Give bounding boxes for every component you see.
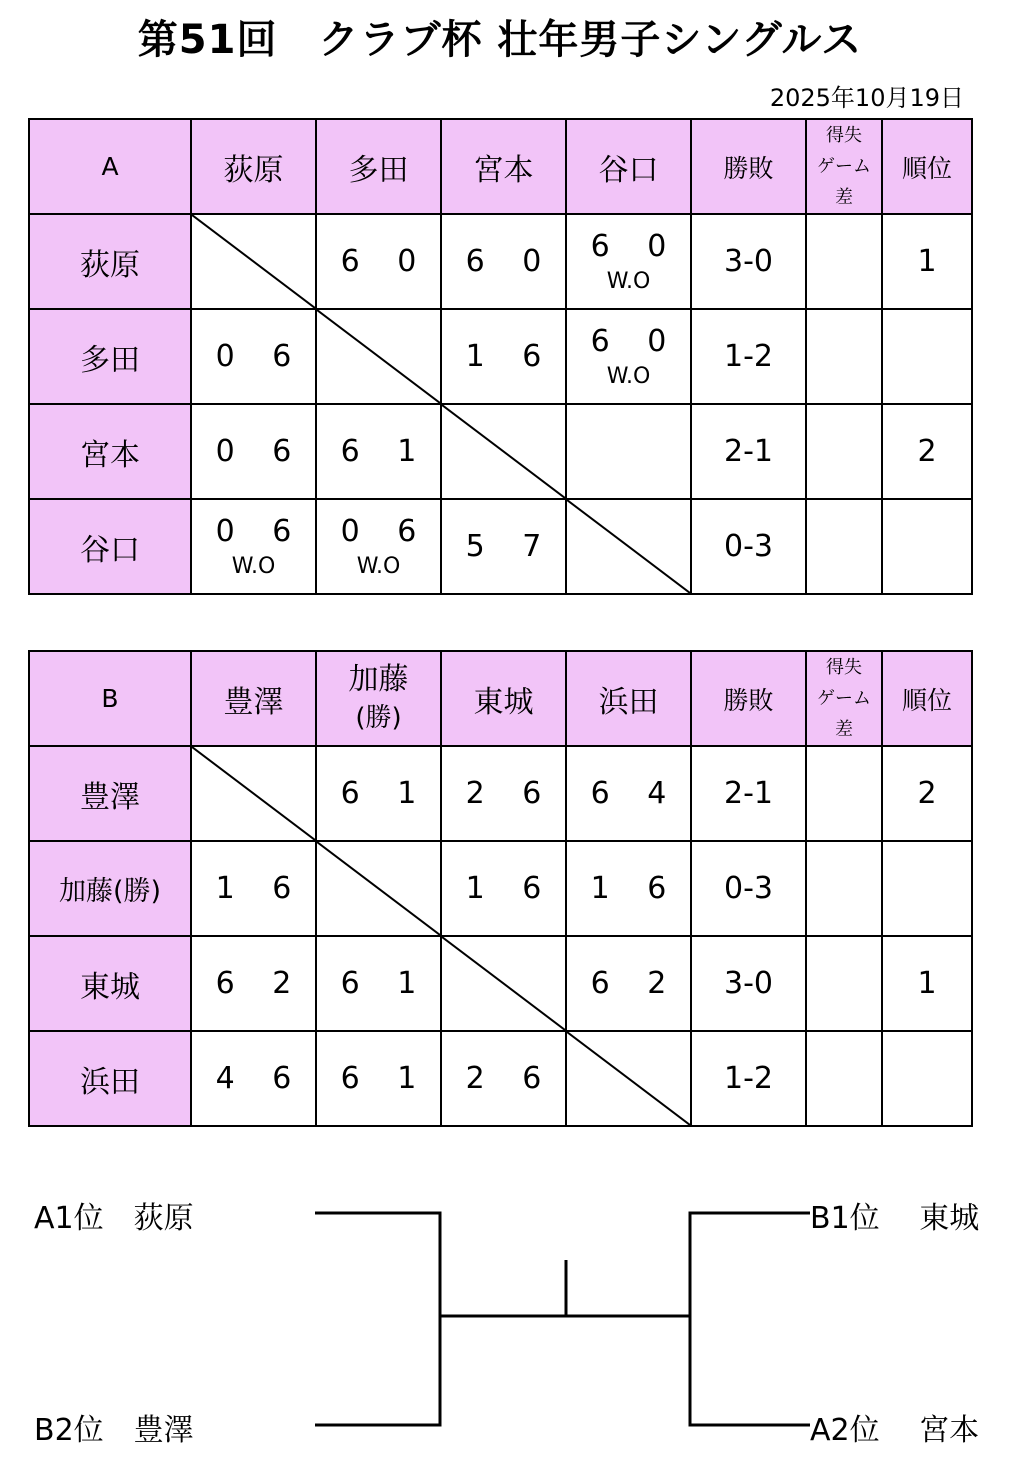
score-cell — [566, 214, 691, 309]
score-cell — [316, 214, 441, 309]
walkover-label: W.O — [231, 553, 276, 579]
score-cell — [316, 404, 441, 499]
score-value: 6 1 — [340, 965, 431, 1001]
score-cell — [191, 841, 316, 936]
self-match-cell — [566, 1031, 691, 1126]
score-cell — [316, 1031, 441, 1126]
score-value: 6 0 — [465, 243, 556, 279]
game-diff-cell — [806, 214, 882, 309]
win-loss-cell: 1-2 — [691, 309, 806, 404]
rank-cell — [882, 841, 972, 936]
walkover-label: W.O — [356, 553, 401, 579]
score-value: 1 6 — [590, 870, 681, 906]
game-diff-cell — [806, 1031, 882, 1126]
score-cell — [441, 746, 566, 841]
win-loss-header: 勝敗 — [691, 651, 806, 746]
score-value: 0 6 — [215, 433, 306, 469]
game-diff-cell — [806, 309, 882, 404]
game-diff-cell — [806, 936, 882, 1031]
column-header-player: 多田 — [316, 119, 441, 214]
diagonal-slash — [567, 1032, 690, 1125]
game-diff-cell — [806, 841, 882, 936]
win-loss-cell: 3-0 — [691, 936, 806, 1031]
score-value: 1 6 — [215, 870, 306, 906]
self-match-cell — [316, 309, 441, 404]
score-value: 2 6 — [465, 1060, 556, 1096]
game-diff-header-line: 差 — [835, 187, 853, 208]
game-diff-header — [806, 651, 882, 746]
league-table-a — [28, 118, 973, 595]
score-cell — [191, 936, 316, 1031]
score-value: 6 4 — [590, 775, 681, 811]
score-cell — [441, 1031, 566, 1126]
row-player-name: 加藤(勝) — [29, 841, 191, 936]
column-header-player: 宮本 — [441, 119, 566, 214]
rank-cell — [882, 1031, 972, 1126]
game-diff-cell — [806, 404, 882, 499]
rank-header: 順位 — [882, 119, 972, 214]
row-player-name: 多田 — [29, 309, 191, 404]
score-value: 6 0 — [340, 243, 431, 279]
score-value: 4 6 — [215, 1060, 306, 1096]
score-cell — [441, 309, 566, 404]
score-cell — [441, 499, 566, 594]
table-row — [29, 309, 972, 404]
score-value: 2 6 — [465, 775, 556, 811]
column-header-player: 東城 — [441, 651, 566, 746]
column-header-player: 荻原 — [191, 119, 316, 214]
score-cell — [566, 936, 691, 1031]
rank-cell — [882, 499, 972, 594]
game-diff-header-line: 得失 — [826, 657, 862, 678]
diagonal-slash — [567, 500, 690, 593]
score-value: 6 1 — [340, 1060, 431, 1096]
score-cell — [566, 746, 691, 841]
score-cell — [191, 404, 316, 499]
diagonal-slash — [192, 747, 315, 840]
table-row — [29, 746, 972, 841]
self-match-cell — [316, 841, 441, 936]
row-player-name: 谷口 — [29, 499, 191, 594]
table-row — [29, 841, 972, 936]
score-value: 6 1 — [340, 775, 431, 811]
score-cell — [191, 499, 316, 594]
bracket-left-line — [315, 1213, 440, 1425]
bracket-top-left-label: A1位 荻原 — [34, 1201, 194, 1236]
score-cell — [566, 841, 691, 936]
column-header-player: 豊澤 — [191, 651, 316, 746]
rank-cell: 2 — [882, 746, 972, 841]
rank-cell: 1 — [882, 214, 972, 309]
rank-cell: 1 — [882, 936, 972, 1031]
game-diff-header-line: 差 — [835, 719, 853, 740]
bracket-top-right-label: B1位 東城 — [810, 1201, 980, 1236]
win-loss-cell: 1-2 — [691, 1031, 806, 1126]
score-cell — [191, 309, 316, 404]
win-loss-header: 勝敗 — [691, 119, 806, 214]
self-match-cell — [441, 404, 566, 499]
score-cell — [316, 936, 441, 1031]
score-value: 0 6 — [340, 513, 431, 549]
score-cell — [316, 746, 441, 841]
table-row — [29, 936, 972, 1031]
row-player-name: 荻原 — [29, 214, 191, 309]
diagonal-slash — [317, 310, 440, 403]
bracket-bottom-left-label: B2位 豊澤 — [34, 1413, 194, 1448]
diagonal-slash — [442, 405, 565, 498]
row-player-name: 東城 — [29, 936, 191, 1031]
score-cell — [441, 841, 566, 936]
score-cell — [316, 499, 441, 594]
score-value: 5 7 — [465, 528, 556, 564]
column-header-player — [316, 651, 441, 746]
row-player-name: 浜田 — [29, 1031, 191, 1126]
self-match-cell — [191, 746, 316, 841]
rank-cell — [882, 309, 972, 404]
bracket-right-line — [690, 1213, 810, 1425]
column-header-player: 浜田 — [566, 651, 691, 746]
score-cell — [566, 404, 691, 499]
diagonal-slash — [317, 842, 440, 935]
walkover-label: W.O — [606, 363, 651, 389]
group-label: B — [29, 651, 191, 746]
game-diff-header — [806, 119, 882, 214]
score-cell — [566, 309, 691, 404]
game-diff-cell — [806, 746, 882, 841]
table-row — [29, 404, 972, 499]
table-header-row — [29, 651, 972, 746]
group-label: A — [29, 119, 191, 214]
score-value: 6 1 — [340, 433, 431, 469]
score-cell — [191, 1031, 316, 1126]
score-value: 6 0 — [590, 323, 681, 359]
diagonal-slash — [442, 937, 565, 1030]
score-cell — [441, 214, 566, 309]
event-date: 2025年10月19日 — [769, 84, 964, 112]
score-value: 6 0 — [590, 228, 681, 264]
diagonal-slash — [192, 215, 315, 308]
self-match-cell — [566, 499, 691, 594]
league-table-b — [28, 650, 973, 1127]
game-diff-header-line: ゲーム — [817, 688, 871, 709]
score-value: 0 6 — [215, 513, 306, 549]
rank-cell: 2 — [882, 404, 972, 499]
win-loss-cell: 0-3 — [691, 841, 806, 936]
table-header-row — [29, 119, 972, 214]
table-row — [29, 499, 972, 594]
player-name-part: (勝) — [355, 702, 402, 733]
score-value: 6 2 — [590, 965, 681, 1001]
table-row — [29, 1031, 972, 1126]
walkover-label: W.O — [606, 268, 651, 294]
column-header-player: 谷口 — [566, 119, 691, 214]
win-loss-cell: 2-1 — [691, 404, 806, 499]
win-loss-cell: 3-0 — [691, 214, 806, 309]
game-diff-header-line: 得失 — [826, 125, 862, 146]
game-diff-cell — [806, 499, 882, 594]
self-match-cell — [191, 214, 316, 309]
row-player-name: 宮本 — [29, 404, 191, 499]
win-loss-cell: 0-3 — [691, 499, 806, 594]
table-row — [29, 214, 972, 309]
self-match-cell — [441, 936, 566, 1031]
score-value: 1 6 — [465, 870, 556, 906]
bracket-bottom-right-label: A2位 宮本 — [810, 1413, 980, 1448]
win-loss-cell: 2-1 — [691, 746, 806, 841]
score-value: 6 2 — [215, 965, 306, 1001]
score-value: 1 6 — [465, 338, 556, 374]
score-value: 0 6 — [215, 338, 306, 374]
page-title: 第51回 クラブ杯 壮年男子シングルス — [137, 17, 863, 63]
rank-header: 順位 — [882, 651, 972, 746]
row-player-name: 豊澤 — [29, 746, 191, 841]
player-name-part: 加藤 — [348, 661, 409, 697]
game-diff-header-line: ゲーム — [817, 156, 871, 177]
